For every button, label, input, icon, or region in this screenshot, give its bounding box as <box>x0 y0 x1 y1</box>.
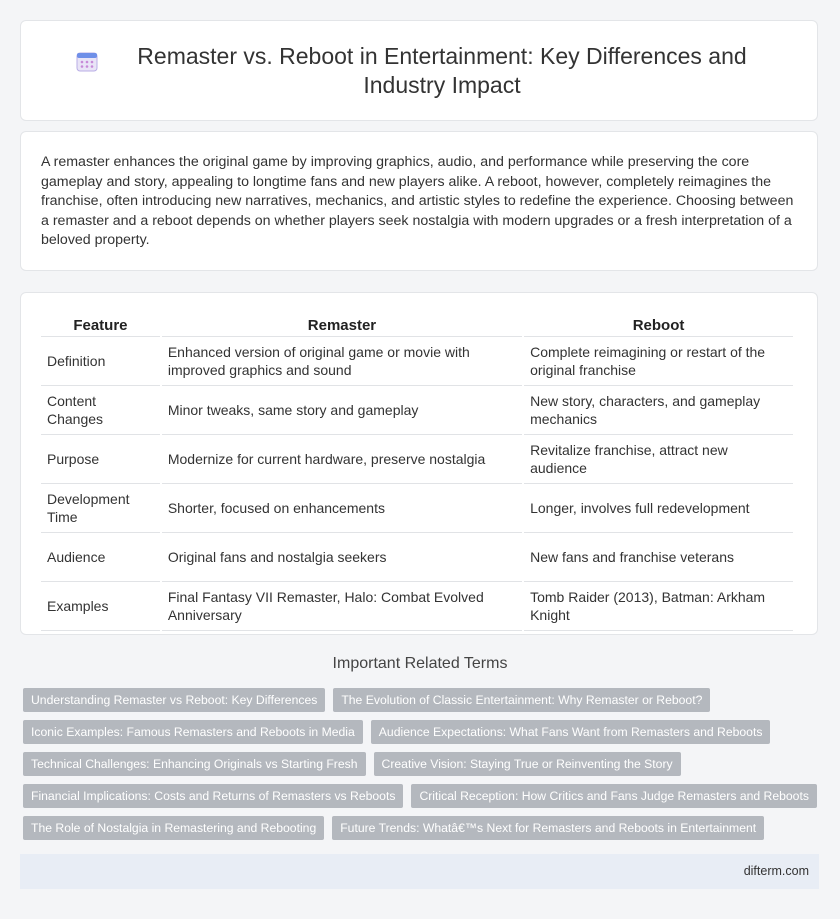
feature-cell: Definition <box>41 337 160 386</box>
reboot-cell: Longer, involves full redevelopment <box>524 484 793 533</box>
remaster-cell: Enhanced version of original game or movie with improved graphics and sound <box>162 337 522 386</box>
feature-cell: Development Time <box>41 484 160 533</box>
feature-cell: Purpose <box>41 435 160 484</box>
reboot-cell: Tomb Raider (2013), Batman: Arkham Knight <box>524 582 793 631</box>
remaster-cell: Shorter, focused on enhancements <box>162 484 522 533</box>
table-row <box>41 386 793 435</box>
table-row <box>41 435 793 484</box>
remaster-cell: Final Fantasy VII Remaster, Halo: Combat Evolved Anniversary <box>162 582 522 631</box>
related-terms-list <box>23 688 813 848</box>
footer-site-link[interactable]: difterm.com <box>743 864 809 878</box>
related-term-tag[interactable]: Iconic Examples: Famous Remasters and Reboots in Media <box>23 720 363 744</box>
tag-row <box>23 720 813 744</box>
reboot-cell: New story, characters, and gameplay mechanics <box>524 386 793 435</box>
tag-row <box>23 752 813 776</box>
related-term-tag[interactable]: Understanding Remaster vs Reboot: Key Differences <box>23 688 325 712</box>
related-term-tag[interactable]: The Evolution of Classic Entertainment: Why Remaster or Reboot? <box>333 688 710 712</box>
comparison-card <box>20 292 818 635</box>
related-term-tag[interactable]: The Role of Nostalgia in Remastering and Rebooting <box>23 816 324 840</box>
related-term-tag[interactable]: Future Trends: Whatâ€™s Next for Remasters and Reboots in Entertainment <box>332 816 764 840</box>
intro-card <box>20 131 818 271</box>
table-row <box>41 533 793 582</box>
tag-row <box>23 784 813 808</box>
related-term-tag[interactable]: Audience Expectations: What Fans Want from Remasters and Reboots <box>371 720 771 744</box>
title-wrap <box>76 42 762 100</box>
comparison-table <box>39 312 795 631</box>
reboot-cell: New fans and franchise veterans <box>524 533 793 582</box>
feature-cell: Examples <box>41 582 160 631</box>
calendar-icon <box>76 50 98 72</box>
remaster-cell: Minor tweaks, same story and gameplay <box>162 386 522 435</box>
reboot-cell: Complete reimagining or restart of the original franchise <box>524 337 793 386</box>
table-row <box>41 484 793 533</box>
intro-paragraph: A remaster enhances the original game by improving graphics, audio, and performance while preserving the core gameplay and story, appealing to longtime fans and new players alike. A reboot, however, completely reimagines the franchise, often introducing new narratives, mechanics, and artistic styles to redefine the experience. Choosing between a remaster and a reboot depends on whether players seek nostalgia with modern upgrades or a fresh interpretation of a beloved property. <box>41 154 794 249</box>
header-reboot: Reboot <box>524 312 793 337</box>
title-card <box>20 20 818 121</box>
related-term-tag[interactable]: Creative Vision: Staying True or Reinventing the Story <box>374 752 681 776</box>
table-row <box>41 337 793 386</box>
page-title: Remaster vs. Reboot in Entertainment: Key Differences and Industry Impact <box>137 42 747 98</box>
table-row <box>41 582 793 631</box>
feature-cell: Content Changes <box>41 386 160 435</box>
related-term-tag[interactable]: Critical Reception: How Critics and Fans Judge Remasters and Reboots <box>411 784 817 808</box>
remaster-cell: Modernize for current hardware, preserve nostalgia <box>162 435 522 484</box>
footer <box>20 854 819 889</box>
header-remaster: Remaster <box>162 312 522 337</box>
related-terms-heading: Important Related Terms <box>332 655 508 672</box>
table-header-row <box>41 312 793 337</box>
reboot-cell: Revitalize franchise, attract new audience <box>524 435 793 484</box>
related-term-tag[interactable]: Financial Implications: Costs and Returns of Remasters vs Reboots <box>23 784 403 808</box>
header-feature: Feature <box>41 312 160 337</box>
feature-cell: Audience <box>41 533 160 582</box>
related-term-tag[interactable]: Technical Challenges: Enhancing Originals vs Starting Fresh <box>23 752 366 776</box>
tag-row <box>23 816 813 840</box>
remaster-cell: Original fans and nostalgia seekers <box>162 533 522 582</box>
tag-row <box>23 688 813 712</box>
